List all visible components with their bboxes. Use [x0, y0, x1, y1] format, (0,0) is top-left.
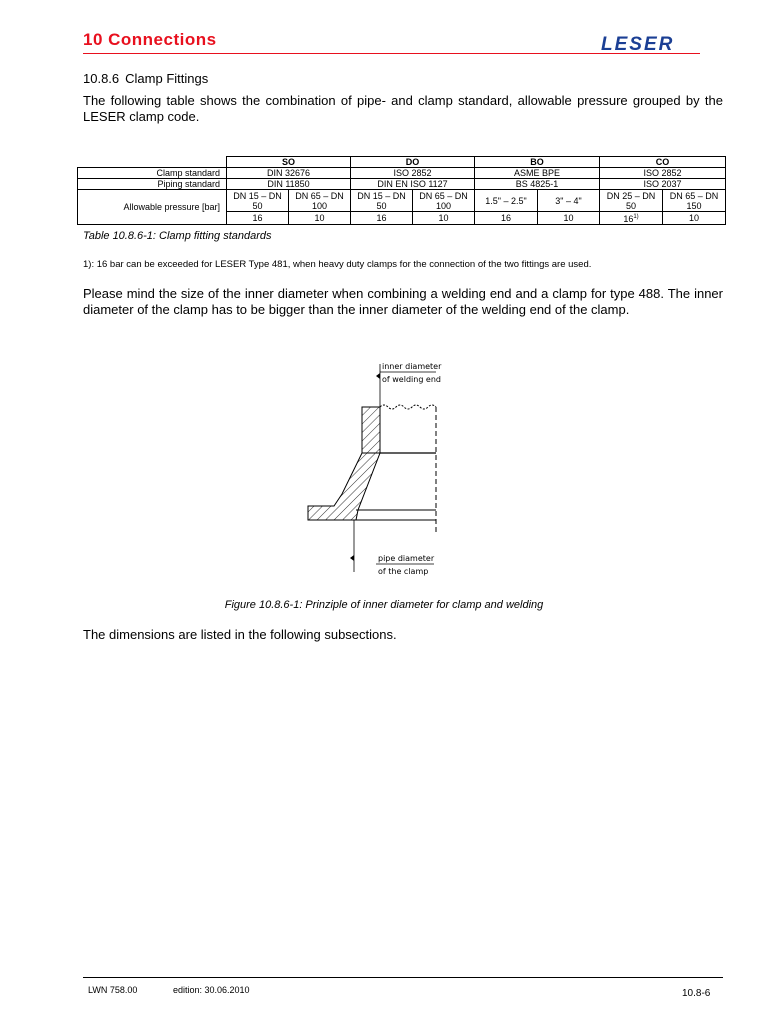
row-label: Allowable pressure [bar] [78, 190, 227, 225]
table-row [78, 179, 726, 190]
table-cell: 1.5" – 2.5" [475, 190, 538, 212]
figure-caption: Figure 10.8.6-1: Prinziple of inner diameter for clamp and welding [224, 599, 544, 611]
table-cell: 10 [663, 212, 726, 225]
table-caption: Table 10.8.6-1: Clamp fitting standards [83, 230, 272, 242]
page-number: 10.8-6 [682, 988, 711, 999]
table-cell: DN 15 – DN 50 [227, 190, 289, 212]
table-row [78, 168, 726, 179]
header-rule [83, 53, 700, 54]
table-cell: 3" – 4" [538, 190, 600, 212]
code-cell: CO [600, 157, 726, 168]
arrowhead [376, 373, 380, 379]
clamp-welding-diagram [296, 354, 446, 579]
table-cell: 16 [475, 212, 538, 225]
break-line [380, 405, 436, 409]
footer-edition: edition: 30.06.2010 [173, 985, 250, 995]
table-cell: ISO 2852 [600, 168, 726, 179]
table-row [78, 190, 726, 212]
code-cell: DO [351, 157, 475, 168]
label-of-the-clamp: of the clamp [378, 567, 429, 576]
pressure-value: 16 [623, 214, 634, 224]
footnote-marker: 1) [633, 214, 639, 220]
code-cell: BO [475, 157, 600, 168]
table-cell: DN 65 – DN 150 [663, 190, 726, 212]
table-cell: DN 15 – DN 50 [351, 190, 413, 212]
label-welding-end: of welding end [382, 375, 442, 384]
footnote: 1): 16 bar can be exceeded for LESER Type 481, when heavy duty clamps for the connection of the two fittings are used. [83, 259, 592, 270]
chapter-title: 10 Connections [83, 30, 217, 49]
note-paragraph: Please mind the size of the inner diameter when combining a welding end and a clamp for type 488. The inner diameter of the clamp has to be bigger than the inner diameter of the welding end of the clamp. [83, 286, 723, 317]
section-heading [83, 71, 208, 86]
table-cell: 16 [351, 212, 413, 225]
table-cell: ISO 2852 [351, 168, 475, 179]
table-cell: DN 65 – DN 100 [289, 190, 351, 212]
table-header-row [78, 157, 726, 168]
table-cell: 16 [227, 212, 289, 225]
clamp-standards-table [77, 156, 726, 225]
row-label: Clamp standard [78, 168, 227, 179]
table-cell: DIN 32676 [227, 168, 351, 179]
table-cell: DN 65 – DN 100 [413, 190, 475, 212]
section-title: Clamp Fittings [125, 71, 209, 86]
table-cell [600, 212, 663, 225]
table-cell: DN 25 – DN 50 [600, 190, 663, 212]
table-cell: DIN EN ISO 1127 [351, 179, 475, 190]
table-cell: 10 [289, 212, 351, 225]
section-number: 10.8.6 [83, 71, 120, 86]
row-label: Piping standard [78, 179, 227, 190]
table-cell: BS 4825-1 [475, 179, 600, 190]
intro-paragraph: The following table shows the combination of pipe- and clamp standard, allowable pressure grouped by the LESER clamp code. [83, 93, 723, 124]
leser-logo: LESER [601, 34, 675, 55]
table-cell: ASME BPE [475, 168, 600, 179]
table-cell: DIN 11850 [227, 179, 351, 190]
welding-end-section [362, 407, 380, 453]
arrowhead [350, 555, 354, 561]
footer-doc-number: LWN 758.00 [88, 985, 138, 995]
table-cell: ISO 2037 [600, 179, 726, 190]
table-corner [78, 157, 227, 168]
code-cell: SO [227, 157, 351, 168]
closing-paragraph: The dimensions are listed in the following subsections. [83, 627, 397, 642]
footer-rule [83, 977, 723, 978]
table-cell: 10 [413, 212, 475, 225]
label-pipe-diameter: pipe diameter [378, 554, 435, 563]
label-inner-diameter: inner diameter [382, 362, 442, 371]
table-cell: 10 [538, 212, 600, 225]
